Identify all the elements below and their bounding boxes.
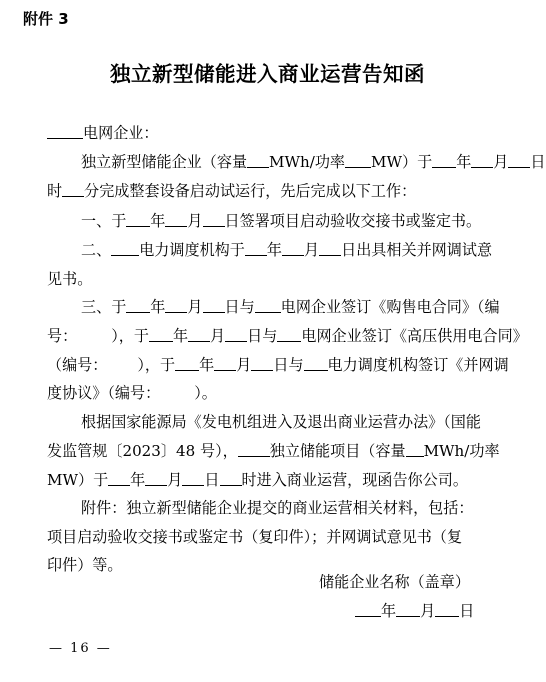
text-segment: 一、于: [81, 212, 127, 230]
attachments-line-1: 附件：独立新型储能企业提交的商业运营相关材料，包括：: [81, 499, 474, 517]
blank: [255, 298, 281, 313]
blank: [396, 602, 420, 617]
blank: [345, 153, 371, 168]
text-segment: 年: [199, 356, 215, 374]
text-segment: 分完成整套设备启动试运行，先后完成以下工作：: [84, 182, 417, 200]
item-3-line-3: [47, 354, 509, 375]
page-number: — 16 —: [49, 641, 112, 656]
blank: [149, 327, 173, 342]
text-segment: 日与: [247, 327, 278, 345]
blank: [62, 182, 84, 197]
item-3-line-4: [47, 382, 217, 403]
text-segment: 月: [420, 602, 436, 620]
blank: [319, 241, 341, 256]
text-segment: 年: [456, 153, 472, 171]
item-1: [81, 210, 481, 231]
text-segment: 年: [381, 602, 397, 620]
blank: [188, 327, 210, 342]
blank: [47, 124, 83, 139]
text-segment: 独立储能项目（容量: [269, 442, 406, 460]
item-2-line-2: 见书。: [47, 270, 93, 288]
blank: [251, 356, 273, 371]
blank: [220, 471, 242, 486]
text-segment: 年: [266, 241, 282, 259]
text-segment: 日与: [224, 298, 255, 316]
blank: [508, 153, 530, 168]
blank: [145, 471, 167, 486]
paragraph-2-line-1: 根据国家能源局《发电机组进入及退出商业运营办法》（国能: [81, 413, 481, 431]
blank: [165, 298, 187, 313]
blank: [435, 602, 459, 617]
signature-date: [355, 600, 474, 621]
text-segment: 月: [210, 327, 226, 345]
blank: [203, 212, 225, 227]
text-segment: 年: [172, 327, 189, 345]
attachments-line-3: 印件）等。: [47, 556, 123, 574]
blank: [165, 212, 187, 227]
blank: [406, 442, 424, 457]
blank: [304, 356, 328, 371]
blank: [214, 356, 236, 371]
blank: [175, 356, 199, 371]
text-segment: 三、于: [81, 298, 127, 316]
blank: [471, 153, 493, 168]
text-segment: ），于: [137, 356, 176, 374]
document-title: 独立新型储能进入商业运营告知函: [110, 62, 425, 86]
blank: [126, 212, 150, 227]
blank: [355, 602, 381, 617]
text-segment: 发监管规〔2023〕48 号），: [47, 442, 238, 460]
text-segment: MW）于: [371, 153, 433, 171]
text-segment: 日出具相关并网调试意: [341, 241, 493, 259]
text-segment: 电力调度机构签订《并网调: [327, 356, 509, 374]
text-segment: 电网企业签订《购售电合同》（编: [280, 298, 500, 316]
text-segment: 月: [236, 356, 252, 374]
text-segment: 电网企业签订《高压供用电合同》: [301, 327, 528, 345]
text-segment: 日: [204, 471, 220, 489]
text-segment: ）。: [194, 384, 217, 402]
blank: [182, 471, 204, 486]
paragraph-1-line-1: [81, 151, 546, 172]
text-segment: MWh/功率: [269, 153, 346, 171]
text-segment: 时: [47, 182, 63, 200]
text-segment: MWh/功率: [423, 442, 500, 460]
text-segment: 月: [303, 241, 320, 259]
blank: [432, 153, 456, 168]
text-segment: 月: [167, 471, 183, 489]
attachments-line-2: 项目启动验收交接书或鉴定书（复印件）；并网调试意见书（复: [47, 528, 463, 546]
blank: [111, 241, 139, 256]
blank: [203, 298, 225, 313]
text-segment: MW）于: [47, 471, 109, 489]
text-segment: 日: [530, 153, 546, 171]
blank: [238, 442, 270, 457]
text-segment: 年: [150, 212, 166, 230]
text-segment: 年: [150, 298, 166, 316]
text-segment: 时进入商业运营，现函告你公司。: [241, 471, 468, 489]
paragraph-2-line-3: [47, 469, 468, 490]
item-3-line-1: [81, 296, 500, 317]
paragraph-2-line-2: [47, 440, 500, 461]
blank: [225, 327, 247, 342]
blank: [126, 298, 150, 313]
text-segment: 电力调度机构于: [139, 241, 245, 259]
text-segment: 二、: [81, 241, 112, 259]
text-segment: 月: [187, 212, 203, 230]
blank: [282, 241, 304, 256]
text-segment: 度协议》（编号：: [47, 384, 161, 402]
item-2-line-1: [81, 239, 492, 260]
item-3-line-2: [47, 325, 528, 346]
addressee-line: [47, 122, 158, 143]
text-segment: 日: [459, 602, 475, 620]
text-segment: 年: [130, 471, 146, 489]
text-segment: （编号：: [47, 356, 108, 374]
text-segment: 月: [493, 153, 509, 171]
text-segment: ），于: [111, 327, 149, 345]
paragraph-1-line-2: [47, 180, 416, 201]
blank: [245, 241, 267, 256]
blank: [277, 327, 301, 342]
text-segment: 独立新型储能企业（容量: [81, 153, 248, 171]
text-segment: 月: [187, 298, 203, 316]
text-segment: 号：: [47, 327, 78, 345]
blank: [108, 471, 130, 486]
text-segment: 日签署项目启动验收交接书或鉴定书。: [224, 212, 482, 230]
addressee-text: 电网企业：: [83, 124, 159, 142]
attachment-label: 附件 3: [23, 10, 69, 28]
signature-name: 储能企业名称（盖章）: [319, 573, 470, 591]
blank: [247, 153, 269, 168]
text-segment: 日与: [273, 356, 304, 374]
